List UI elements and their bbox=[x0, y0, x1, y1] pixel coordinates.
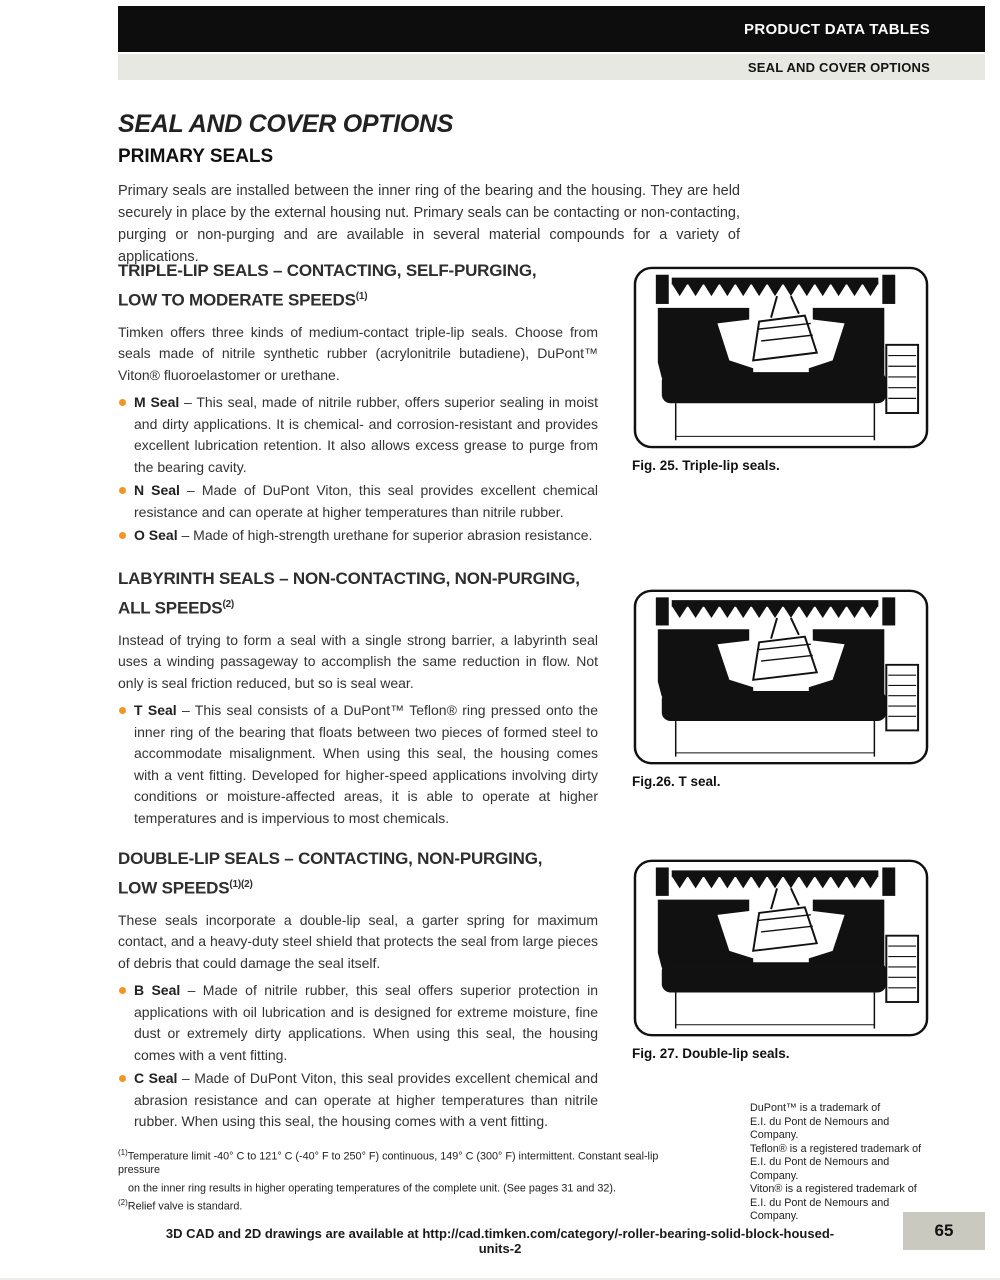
seal-cross-section-diagram bbox=[632, 588, 930, 766]
page-subtitle: PRIMARY SEALS bbox=[118, 146, 274, 167]
trademark-notes bbox=[750, 1102, 940, 1224]
list-item bbox=[118, 700, 598, 829]
figure-caption: Fig. 25. Triple-lip seals. bbox=[632, 458, 780, 473]
bullet-term: C Seal bbox=[134, 1070, 178, 1087]
list-item bbox=[118, 392, 598, 478]
bullet-text: – Made of high-strength urethane for superior abrasion resistance. bbox=[177, 527, 593, 544]
list-item bbox=[118, 980, 598, 1066]
bullet-text: – Made of nitrile rubber, this seal offers superior protection in applications with oil lubrication and is designed for extreme moisture, fine dust or extremely dirty applications. When using this seal, the housing comes with a vent fitting. bbox=[134, 982, 598, 1063]
heading-line-2: LOW TO MODERATE SPEEDS bbox=[118, 290, 356, 310]
footnote-line: $^{(2)}$Relief valve is standard. bbox=[118, 1197, 243, 1213]
heading-line-2: ALL SPEEDS bbox=[118, 598, 223, 618]
section-triple-lip-seals bbox=[118, 258, 598, 549]
page-number-box bbox=[903, 1212, 985, 1250]
heading-line-2: LOW SPEEDS bbox=[118, 878, 230, 898]
section-labyrinth-seals bbox=[118, 566, 598, 831]
bullet-term: B Seal bbox=[134, 982, 181, 999]
figure-double-lip-seals bbox=[632, 858, 930, 1061]
heading-footnote-ref: (1) bbox=[355, 291, 368, 302]
trademark-line: E.I. du Pont de Nemours and Company. bbox=[750, 1156, 890, 1182]
trademark-line: Viton® is a registered trademark of bbox=[750, 1183, 917, 1195]
section-heading bbox=[118, 566, 598, 622]
footnote-line: on the inner ring results in higher operating temperatures of the complete unit. (See pages 31 and 32). bbox=[128, 1182, 616, 1195]
subheader-title: SEAL AND COVER OPTIONS bbox=[747, 59, 930, 75]
list-item bbox=[118, 525, 598, 547]
bullet-term: M Seal bbox=[134, 394, 180, 411]
intro-paragraph: Primary seals are installed between the inner ring of the bearing and the housing. They are held securely in place by the external housing nut. Primary seals can be contacting or non-contacting, purging or non-purging and are available in several material compounds for a variety of applications. bbox=[118, 183, 740, 265]
header-bar bbox=[118, 6, 985, 52]
trademark-line: Teflon® is a registered trademark of bbox=[750, 1142, 922, 1155]
section-heading bbox=[118, 258, 598, 314]
footnote-line: $^{(1)}$Temperature limit -40° C to 121° C (-40° F to 250° F) continuous, 149° C (300° F) intermittent. Constant seal-lip pressure bbox=[118, 1148, 659, 1177]
list-item bbox=[118, 1068, 598, 1133]
bullet-text: – This seal consists of a DuPont™ Teflon® ring pressed onto the inner ring of the bearing that floats between two pieces of formed steel to accommodate misalignment. When using this seal, the housing comes with a vent fitting. Developed for higher-speed applications involving dirty conditions or moisture-affected areas, it is able to operate at higher temperatures and is impervious to most chemicals. bbox=[134, 702, 598, 826]
figure-caption: Fig.26. T seal. bbox=[632, 774, 721, 789]
bullet-list bbox=[118, 980, 598, 1133]
header-title: PRODUCT DATA TABLES bbox=[744, 20, 930, 38]
bullet-text: – This seal, made of nitrile rubber, offers superior sealing in moist and dirty applications. It is chemical- and corrosion-resistant and provides excellent lubrication retention. It also allows excess grease to purge from the bearing cavity. bbox=[134, 394, 598, 475]
footer-cad-note: 3D CAD and 2D drawings are available at http://cad.timken.com/category/-roller-bearing-solid-block-housed-units-2 bbox=[165, 1226, 835, 1256]
page-title: SEAL AND COVER OPTIONS bbox=[118, 110, 454, 138]
bullet-term: N Seal bbox=[134, 482, 180, 499]
figure-triple-lip-seals bbox=[632, 265, 930, 473]
figure-caption: Fig. 27. Double-lip seals. bbox=[632, 1046, 790, 1061]
heading-line-1: DOUBLE-LIP SEALS – CONTACTING, NON-PURGING, bbox=[118, 849, 543, 868]
list-item bbox=[118, 480, 598, 523]
section-body: Instead of trying to form a seal with a single strong barrier, a labyrinth seal uses a winding passageway to accomplish the same reduction in flow. Not only is seal friction reduced, but so is seal wear. bbox=[118, 631, 598, 691]
bullet-term: T Seal bbox=[134, 702, 177, 719]
heading-footnote-ref: (2) bbox=[222, 599, 235, 610]
seal-cross-section-diagram bbox=[632, 265, 930, 450]
subheader-bar bbox=[118, 54, 985, 80]
footnotes bbox=[118, 1146, 678, 1214]
bullet-text: – Made of DuPont Viton, this seal provides excellent chemical resistance and can operate at higher temperatures than nitrile rubber. bbox=[134, 482, 598, 520]
heading-line-1: LABYRINTH SEALS – NON-CONTACTING, NON-PURGING, bbox=[118, 569, 580, 588]
bullet-list bbox=[118, 392, 598, 547]
heading-footnote-ref: (1)(2) bbox=[229, 879, 253, 890]
trademark-line: E.I. du Pont de Nemours and Company. bbox=[750, 1115, 890, 1141]
section-body: These seals incorporate a double-lip seal, a garter spring for maximum contact, and a heavy-duty steel shield that protects the seal from large pieces of debris that could damage the seal itself. bbox=[118, 911, 598, 971]
page-number: 65 bbox=[934, 1221, 954, 1240]
figure-t-seal bbox=[632, 588, 930, 789]
trademark-line: DuPont™ is a trademark of bbox=[750, 1102, 881, 1114]
seal-cross-section-diagram bbox=[632, 858, 930, 1038]
bullet-term: O Seal bbox=[134, 527, 178, 544]
trademark-line: E.I. du Pont de Nemours and Company. bbox=[750, 1196, 890, 1222]
section-body: Timken offers three kinds of medium-contact triple-lip seals. Choose from seals made of nitrile synthetic rubber (acrylonitrile butadiene), DuPont™ Viton® fluoroelastomer or urethane. bbox=[118, 323, 598, 383]
bullet-text: – Made of DuPont Viton, this seal provides excellent chemical and abrasion resistance and can operate at higher temperatures than nitrile rubber. When using this seal, the housing comes with a vent fitting. bbox=[134, 1070, 598, 1130]
section-double-lip-seals bbox=[118, 846, 598, 1135]
heading-line-1: TRIPLE-LIP SEALS – CONTACTING, SELF-PURGING, bbox=[118, 261, 537, 280]
bullet-list bbox=[118, 700, 598, 829]
section-heading bbox=[118, 846, 598, 902]
